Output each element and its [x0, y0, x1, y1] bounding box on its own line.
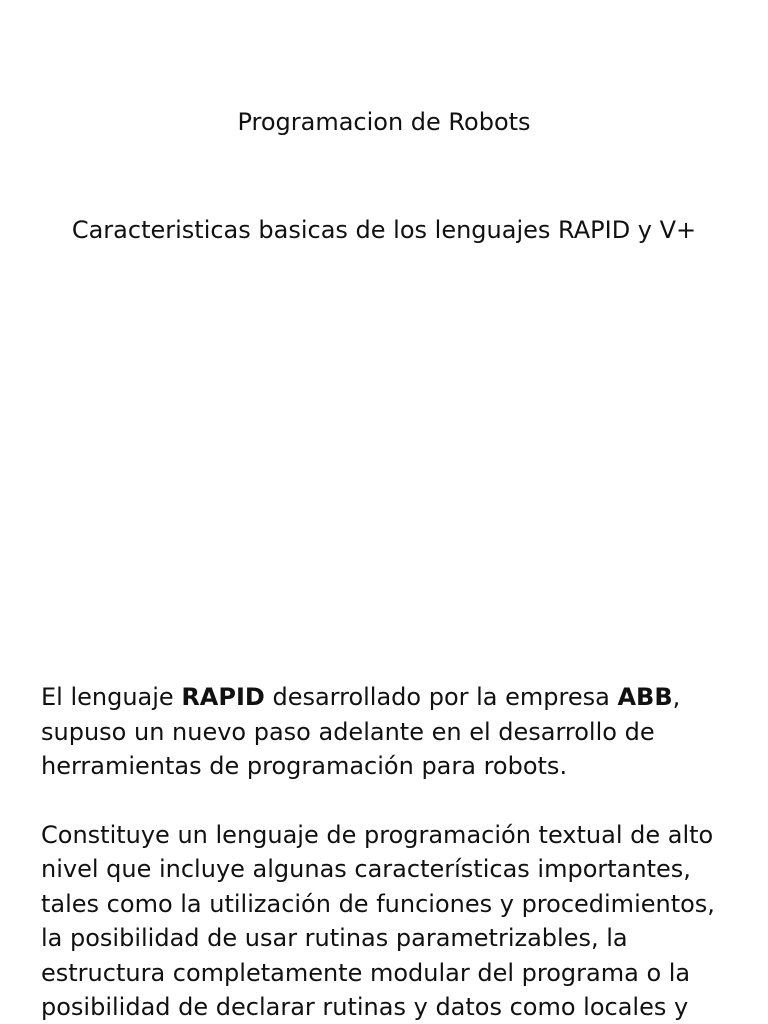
intro-text-3: , supuso un nuevo paso adelante en el desarrollo de herramientas de programación para robots.	[41, 683, 681, 780]
rapid-keyword: RAPID	[181, 683, 265, 711]
slide-subtitle: Caracteristicas basicas de los lenguajes RAPID y V+	[71, 216, 697, 244]
slide-title: Programacion de Robots	[237, 108, 531, 136]
paragraph-features: Constituye un lenguaje de programación textual de alto nivel que incluye algunas características importantes, tales como la utilización de funciones y procedimientos, la posibilidad de usar rutinas parametrizables, la estructura completamente modular del programa o la posibilidad de declarar rutinas y datos como locales y	[41, 820, 715, 1021]
paragraph-rapid-intro	[41, 680, 741, 784]
abb-keyword: ABB	[617, 683, 673, 711]
intro-text-1: El lenguaje	[41, 683, 182, 711]
slide-body	[41, 680, 741, 1024]
intro-text-2: desarrollado por la empresa	[264, 683, 618, 711]
